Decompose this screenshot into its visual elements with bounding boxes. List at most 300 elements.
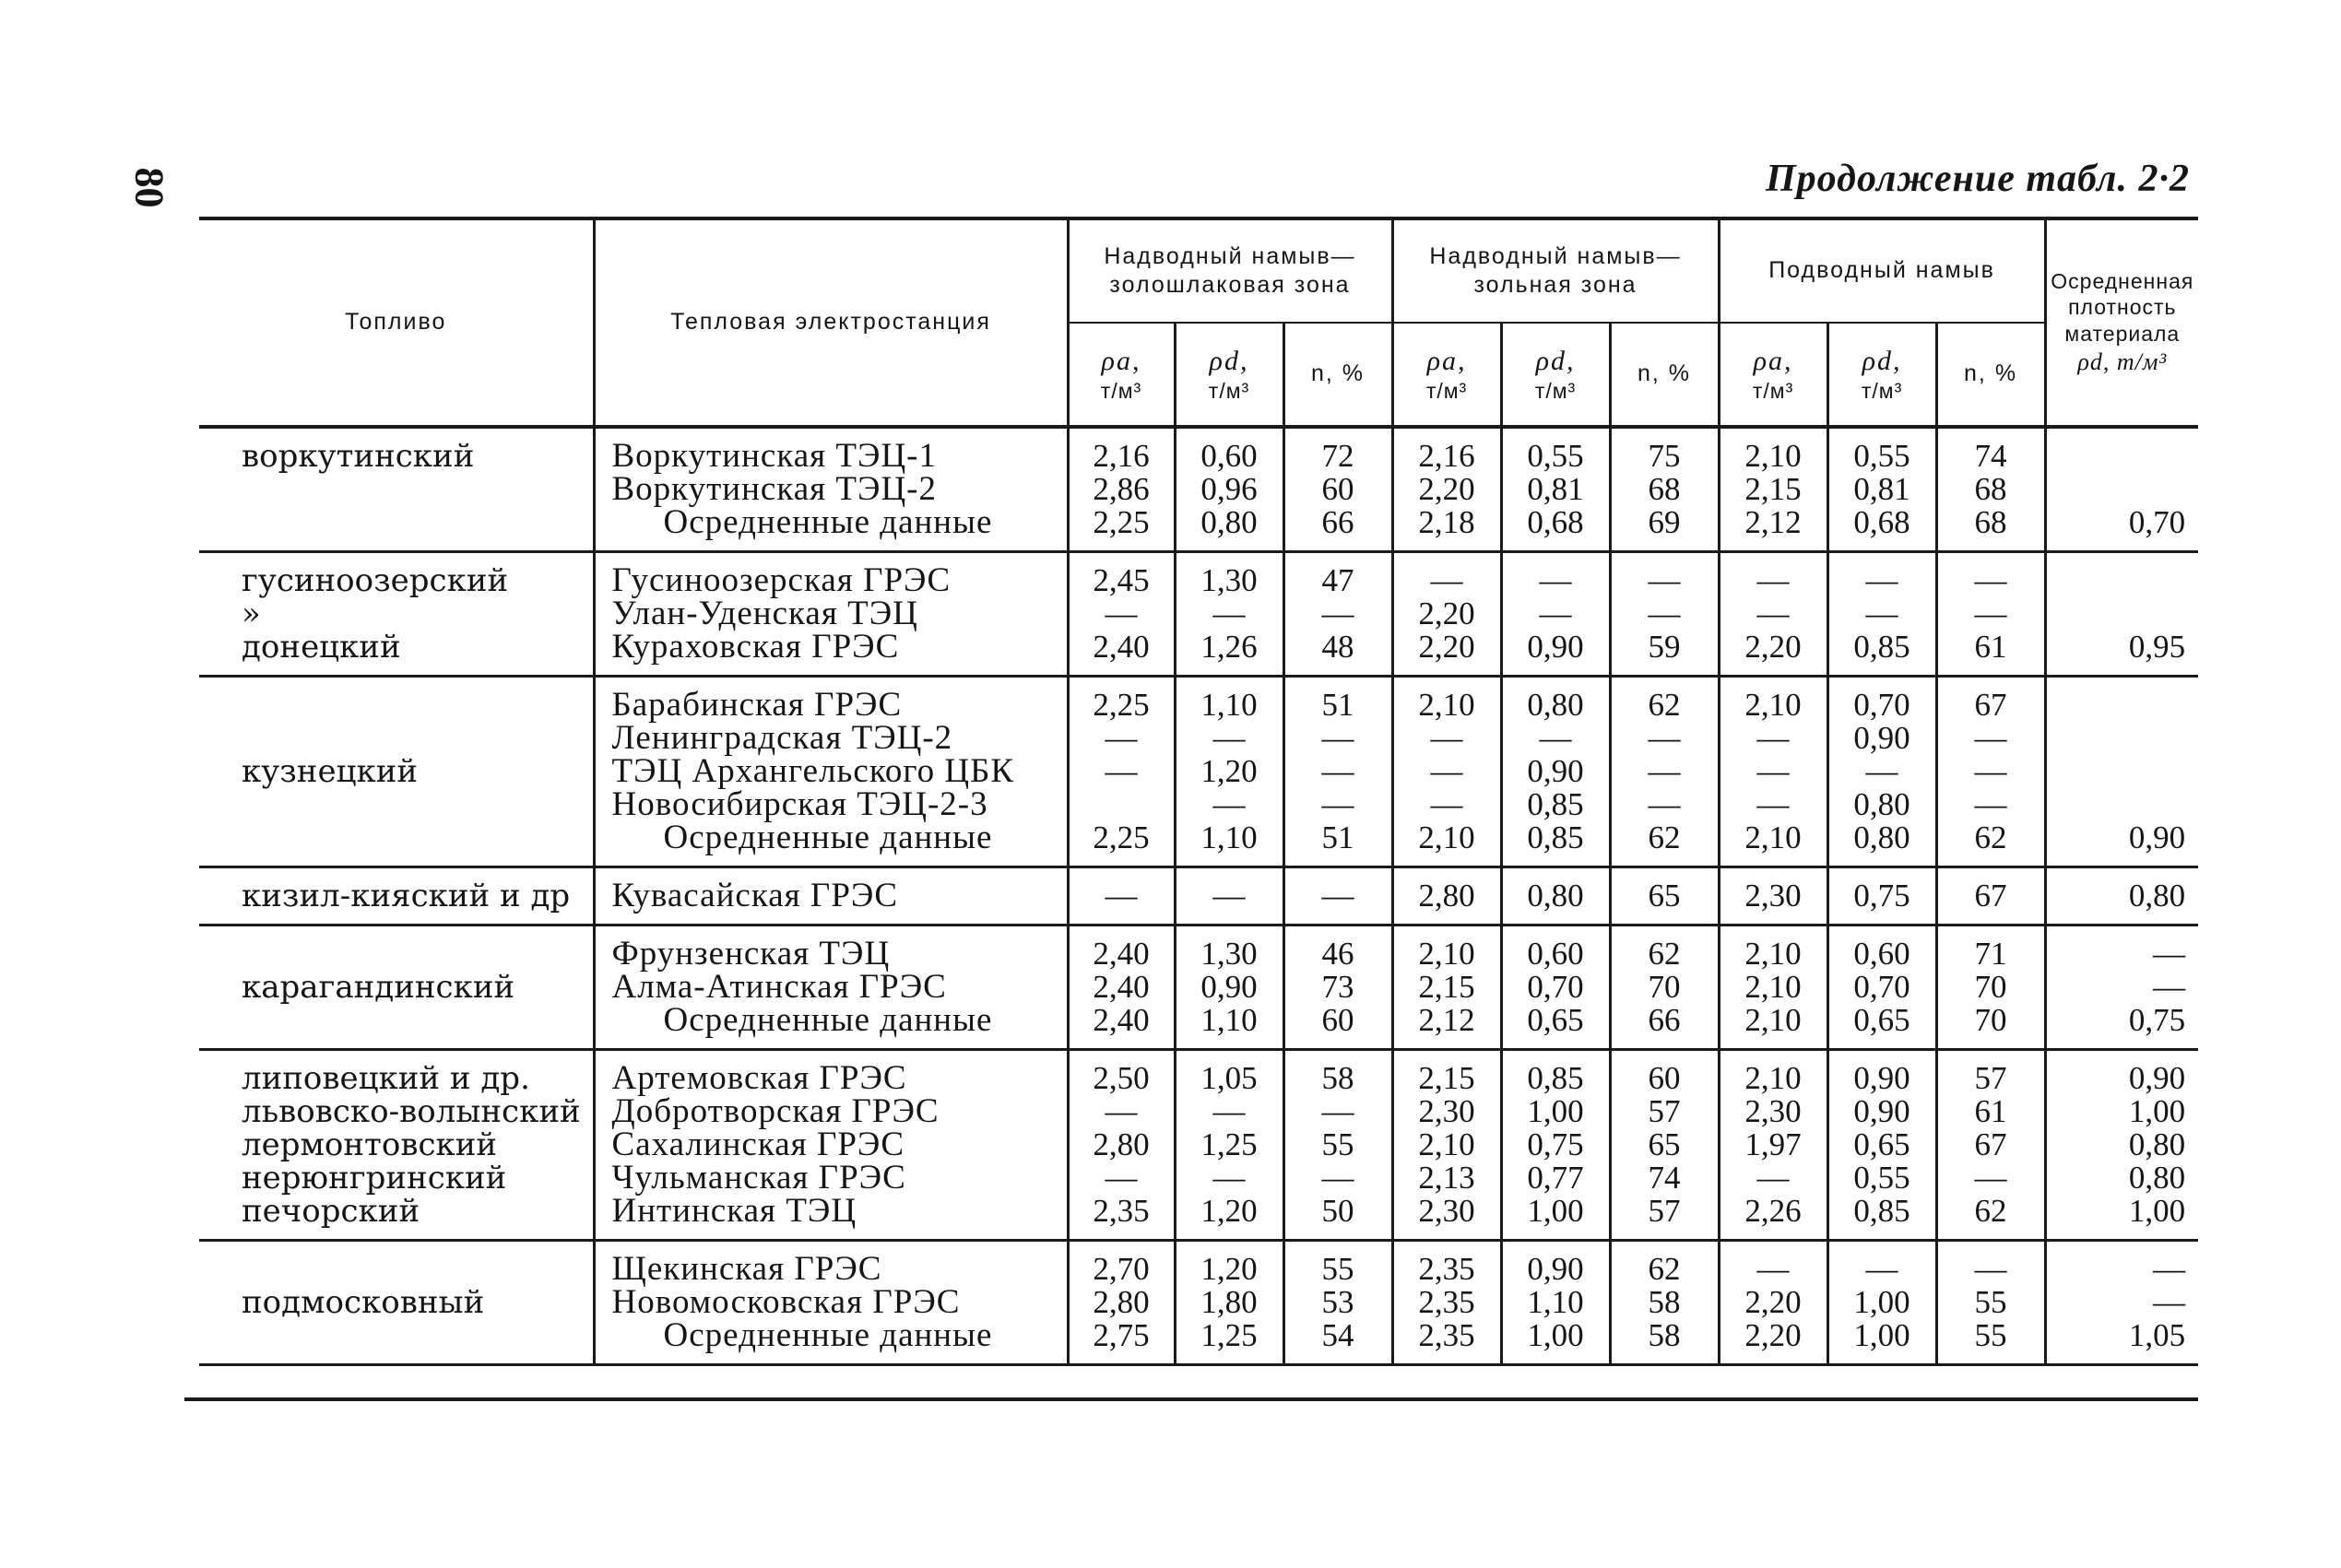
value-cell: 70 [1610,971,1719,1004]
value-cell: 1,30 [1175,925,1283,972]
value-cell: 2,10 [1719,1050,1827,1096]
value-cell: 2,13 [1392,1161,1501,1195]
fuel-cell [199,788,594,821]
value-cell: — [1827,552,1936,598]
station-name: Осредненные данные [663,1001,993,1039]
value-cell: 2,80 [1068,1286,1175,1319]
value-cell: 1,25 [1175,1128,1283,1161]
value-cell: — [1501,552,1610,598]
value-cell: — [1610,722,1719,755]
value-cell: 61 [1936,1095,2045,1128]
fuel-cell: кизил-кияский и др [199,867,594,925]
value-cell: 1,00 [1827,1286,1936,1319]
station-name: Воркутинская ТЭЦ-2 [611,470,937,508]
station-cell [594,1050,1068,1096]
average-density-cell: — [2045,1241,2198,1287]
value-cell: 65 [1610,867,1719,925]
value-cell: — [1719,1241,1827,1287]
value-cell: 0,65 [1501,1004,1610,1050]
value-cell: 2,35 [1392,1286,1501,1319]
value-cell: 51 [1283,677,1392,723]
value-cell: 61 [1936,631,2045,677]
header-average-density-label: Осредненная плотность материала [2051,268,2194,347]
value-cell: 74 [1936,427,2045,473]
fuel-cell: липовецкий и др. [242,1060,530,1097]
value-cell: 2,15 [1392,971,1501,1004]
value-cell: 73 [1283,971,1392,1004]
value-cell: — [1719,552,1827,598]
value-cell: 2,75 [1068,1319,1175,1365]
header-average-density-symbol: ρd, т/м³ [2077,348,2168,375]
value-cell: 60 [1283,1004,1392,1050]
value-cell: 2,12 [1392,1004,1501,1050]
value-cell: — [1719,1161,1827,1195]
table-row [199,677,2198,723]
value-cell: 1,10 [1175,1004,1283,1050]
value-cell: 62 [1610,1241,1719,1287]
value-cell: 1,20 [1175,755,1283,788]
value-cell: — [1068,755,1175,788]
value-cell: 1,30 [1175,552,1283,598]
value-cell: 58 [1610,1286,1719,1319]
value-cell: — [1175,597,1283,631]
value-cell: 0,75 [1827,867,1936,925]
station-name: Чульманская ГРЭС [611,1159,906,1197]
value-cell: 74 [1610,1161,1719,1195]
table-row [199,867,2198,925]
fuel-cell [199,1241,594,1287]
station-cell [594,968,1068,1006]
value-cell: 0,90 [1501,631,1610,677]
table-row [199,821,2198,867]
station-cell [594,821,1068,867]
value-cell: 2,25 [1068,506,1175,552]
value-cell: 0,80 [1827,788,1936,821]
fuel-cell: львовско-волынский [242,1093,581,1130]
value-cell: 0,90 [1501,755,1610,788]
value-cell: — [1283,1095,1392,1128]
table-row [199,631,2198,677]
value-cell: — [1501,722,1610,755]
value-cell: 1,00 [1501,1195,1610,1241]
station-cell [594,785,1068,823]
station-cell [594,427,1068,473]
value-cell: — [1283,788,1392,821]
value-cell: 62 [1610,677,1719,723]
value-cell: 2,10 [1719,1004,1827,1050]
value-cell: 0,90 [1827,1050,1936,1096]
fuel-cell [199,925,594,972]
value-cell: — [1283,1161,1392,1195]
value-cell: 2,10 [1719,427,1827,473]
row-group [199,867,2198,925]
station-cell [594,1283,1068,1321]
table-row [199,473,2198,506]
header-rho-d-2: ρd, т/м³ [1501,323,1610,427]
value-cell: 1,10 [1175,821,1283,867]
value-cell: 1,00 [1827,1319,1936,1365]
value-cell: — [1283,755,1392,788]
value-cell: 2,20 [1392,473,1501,506]
value-cell: — [1610,788,1719,821]
value-cell: — [1936,755,2045,788]
value-cell: 2,40 [1068,925,1175,972]
header-rho-a-1: ρa, т/м³ [1068,323,1175,427]
value-cell: 2,16 [1068,427,1175,473]
value-cell: — [1610,552,1719,598]
station-cell [594,1001,1068,1050]
station-name: Воркутинская ТЭЦ-1 [611,437,937,475]
average-density-cell: 0,80 [2045,867,2198,925]
value-cell: 2,20 [1719,1286,1827,1319]
value-cell: 67 [1936,677,2045,723]
value-cell: 47 [1283,552,1392,598]
fuel-cell: гусиноозерский [242,562,509,599]
header-group-ash-zone: Надводный намыв— зольная зона [1392,218,1719,323]
value-cell: 0,60 [1175,427,1283,473]
value-cell: 0,85 [1501,788,1610,821]
value-cell: 2,15 [1719,473,1827,506]
header-n-1: n, % [1283,323,1392,427]
value-cell: 0,77 [1501,1161,1610,1195]
station-name: Щекинская ГРЭС [611,1250,882,1288]
table-row [199,1128,2198,1161]
station-name: Фрунзенская ТЭЦ [611,935,891,973]
value-cell: 58 [1610,1319,1719,1365]
value-cell: 1,10 [1501,1286,1610,1319]
value-cell: 0,70 [1827,971,1936,1004]
value-cell: 1,20 [1175,1195,1283,1241]
value-cell: 1,26 [1175,631,1283,677]
value-cell: — [1719,788,1827,821]
value-cell: 2,10 [1392,1128,1501,1161]
value-cell: — [1936,1161,2045,1195]
table-row [199,1050,2198,1096]
value-cell: 66 [1283,506,1392,552]
header-group-slag-zone: Надводный намыв— золошлаковая зона [1068,218,1392,323]
value-cell: 0,65 [1827,1004,1936,1050]
value-cell: 2,40 [1068,1004,1175,1050]
header-n-2: n, % [1610,323,1719,427]
header-average-density [2045,218,2198,427]
fuel-cell [199,821,594,867]
table-row [199,1095,2198,1128]
table-row [199,506,2198,552]
value-cell: 1,20 [1175,1241,1283,1287]
table-row [199,1195,2198,1241]
station-name: Осредненные данные [663,503,993,541]
value-cell: 0,85 [1827,1195,1936,1241]
header-fuel: Топливо [199,218,594,427]
row-group [199,1241,2198,1365]
value-cell: 2,50 [1068,1050,1175,1096]
header-rho-a-2: ρa, т/м³ [1392,323,1501,427]
value-cell: 55 [1283,1128,1392,1161]
station-name: Улан-Уденская ТЭЦ [611,595,918,632]
station-name: Добротворская ГРЭС [611,1092,940,1130]
value-cell: 0,70 [1827,677,1936,723]
value-cell: 0,80 [1501,867,1610,925]
value-cell: — [1501,597,1610,631]
value-cell: 1,00 [1501,1319,1610,1365]
value-cell: 2,70 [1068,1241,1175,1287]
value-cell: 0,55 [1501,427,1610,473]
value-cell: 0,90 [1501,1241,1610,1287]
value-cell: 2,45 [1068,552,1175,598]
value-cell: — [1068,867,1175,925]
average-density-cell: — [2045,1286,2198,1319]
value-cell: 0,68 [1827,506,1936,552]
value-cell: — [1392,755,1501,788]
station-cell [594,503,1068,552]
average-density-cell [2045,677,2198,723]
value-cell: — [1719,755,1827,788]
average-density-cell [2045,473,2198,506]
value-cell: — [1175,867,1283,925]
table-row [199,925,2198,972]
value-cell: 0,55 [1827,1161,1936,1195]
value-cell: 2,30 [1392,1095,1501,1128]
value-cell: 2,10 [1392,925,1501,972]
average-density-cell: 0,90 [2045,821,2198,867]
station-cell [594,597,1068,631]
station-cell [594,1161,1068,1195]
value-cell: 68 [1936,473,2045,506]
station-cell [594,1316,1068,1365]
fuel-cell: лермонтовский [242,1126,498,1163]
value-cell: 65 [1610,1128,1719,1161]
table-row [199,1004,2198,1050]
value-cell: 0,85 [1501,1050,1610,1096]
value-cell [1068,788,1175,821]
value-cell: — [1827,755,1936,788]
value-cell: 55 [1936,1319,2045,1365]
value-cell: 0,85 [1501,821,1610,867]
fuel-cell [199,722,594,755]
value-cell: — [1936,1241,2045,1287]
value-cell: 2,30 [1719,867,1827,925]
value-cell: 2,16 [1392,427,1501,473]
value-cell: — [1175,722,1283,755]
value-cell: 0,96 [1175,473,1283,506]
value-cell: — [1068,722,1175,755]
header-rho-d-3: ρd, т/м³ [1827,323,1936,427]
value-cell: 48 [1283,631,1392,677]
value-cell: — [1175,788,1283,821]
table-row [199,722,2198,755]
table-row [199,427,2198,473]
station-cell [594,719,1068,757]
value-cell: 0,90 [1827,1095,1936,1128]
value-cell: — [1936,788,2045,821]
value-cell: — [1610,755,1719,788]
average-density-cell: 1,05 [2045,1319,2198,1365]
value-cell: — [1392,552,1501,598]
station-name: Новомосковская ГРЭС [611,1283,961,1321]
average-density-cell: 0,95 [2045,631,2198,677]
station-cell [594,552,1068,598]
value-cell: 2,20 [1392,597,1501,631]
data-table [199,217,2198,1366]
value-cell: 1,05 [1175,1050,1283,1096]
value-cell: — [1068,1095,1175,1128]
station-name: Осредненные данные [663,1316,993,1354]
average-density-cell: — [2045,925,2198,972]
station-cell [594,867,1068,925]
average-density-cell: — [2045,971,2198,1004]
fuel-cell [199,1319,594,1365]
value-cell: 71 [1936,925,2045,972]
value-cell: 67 [1936,1128,2045,1161]
station-cell [594,1092,1068,1130]
value-cell: 1,00 [1501,1095,1610,1128]
value-cell: 55 [1283,1241,1392,1287]
value-cell: 62 [1936,821,2045,867]
value-cell: — [1175,1161,1283,1195]
fuel-cell [199,506,594,552]
value-cell: 0,68 [1501,506,1610,552]
row-group [199,552,2198,677]
average-density-cell [2045,722,2198,755]
value-cell: 2,26 [1719,1195,1827,1241]
value-cell: — [1283,597,1392,631]
station-cell [594,925,1068,972]
header-station: Тепловая электростанция [594,218,1068,427]
fuel-cell: печорский [199,1195,594,1241]
fuel-cell [199,473,594,506]
value-cell: — [1719,722,1827,755]
value-cell: — [1827,597,1936,631]
station-name: ТЭЦ Архангельского ЦБК [611,752,1015,790]
value-cell: 0,60 [1827,925,1936,972]
fuel-cell: кузнецкий [242,753,419,790]
value-cell: — [1068,1161,1175,1195]
value-cell: 60 [1283,473,1392,506]
average-density-cell [2045,755,2198,788]
value-cell: 58 [1283,1050,1392,1096]
station-name: Гусиноозерская ГРЭС [611,561,952,599]
station-name: Барабинская ГРЭС [611,686,903,724]
table-row [199,971,2198,1004]
value-cell: 67 [1936,867,2045,925]
table-row [199,597,2198,631]
value-cell: 2,10 [1719,925,1827,972]
station-name: Кураховская ГРЭС [611,628,900,666]
value-cell: 2,20 [1719,631,1827,677]
value-cell: 0,90 [1827,722,1936,755]
average-density-cell: 0,80 [2045,1161,2198,1195]
value-cell: 2,30 [1719,1095,1827,1128]
value-cell: — [1392,788,1501,821]
value-cell: 66 [1610,1004,1719,1050]
value-cell: 68 [1610,473,1719,506]
value-cell: 2,25 [1068,677,1175,723]
value-cell: 1,97 [1719,1128,1827,1161]
fuel-cell: карагандинский [242,969,515,1006]
value-cell: 2,40 [1068,971,1175,1004]
value-cell: 57 [1610,1195,1719,1241]
value-cell: 46 [1283,925,1392,972]
value-cell: 72 [1283,427,1392,473]
value-cell: — [1936,597,2045,631]
value-cell: 62 [1936,1195,2045,1241]
value-cell: 62 [1610,925,1719,972]
page-number: 80 [126,167,172,208]
value-cell: — [1719,597,1827,631]
value-cell: 70 [1936,971,2045,1004]
station-name: Ленинградская ТЭЦ-2 [611,719,953,757]
table-row [199,1241,2198,1287]
station-name: Сахалинская ГРЭС [611,1126,905,1163]
value-cell: 0,75 [1501,1128,1610,1161]
value-cell: 0,55 [1827,427,1936,473]
value-cell: — [1283,722,1392,755]
fuel-cell: » [242,595,261,632]
station-name: Алма-Атинская ГРЭС [611,968,947,1006]
value-cell: 2,80 [1392,867,1501,925]
station-cell [594,1128,1068,1161]
value-cell: 62 [1610,821,1719,867]
value-cell: — [1610,597,1719,631]
value-cell: 69 [1610,506,1719,552]
station-cell [594,752,1068,790]
average-density-cell [2045,427,2198,473]
table-row [199,552,2198,598]
value-cell: — [1392,722,1501,755]
fuel-cell [199,677,594,723]
value-cell: 54 [1283,1319,1392,1365]
average-density-cell: 0,75 [2045,1004,2198,1050]
value-cell: 2,35 [1392,1319,1501,1365]
value-cell: 2,10 [1392,821,1501,867]
average-density-cell: 0,80 [2045,1128,2198,1161]
value-cell: 70 [1936,1004,2045,1050]
value-cell: 0,70 [1501,971,1610,1004]
value-cell: 53 [1283,1286,1392,1319]
value-cell: 60 [1610,1050,1719,1096]
value-cell: 0,81 [1827,473,1936,506]
average-density-cell [2045,597,2198,631]
table-caption: Продолжение табл. 2·2 [1766,158,2190,200]
value-cell: 2,10 [1719,821,1827,867]
table-row [199,1319,2198,1365]
station-cell [594,470,1068,508]
station-cell [594,1192,1068,1241]
fuel-cell: воркутинский [242,438,475,475]
value-cell: 2,12 [1719,506,1827,552]
value-cell: 2,20 [1719,1319,1827,1365]
value-cell: 0,85 [1827,631,1936,677]
header-rho-d-1: ρd, т/м³ [1175,323,1283,427]
average-density-cell [2045,788,2198,821]
fuel-cell: донецкий [199,631,594,677]
station-name: Новосибирская ТЭЦ-2-3 [611,785,988,823]
fuel-cell: подмосковный [242,1284,485,1321]
row-group [199,677,2198,867]
row-group [199,1050,2198,1241]
value-cell: 75 [1610,427,1719,473]
value-cell: 2,35 [1392,1241,1501,1287]
value-cell: 57 [1936,1050,2045,1096]
station-name: Кувасайская ГРЭС [611,877,899,914]
station-cell [594,1241,1068,1287]
value-cell: 2,25 [1068,821,1175,867]
header-group-underwater: Подводный намыв [1719,218,2045,323]
station-name: Осредненные данные [663,819,993,856]
row-group [199,925,2198,1050]
value-cell: 0,80 [1827,821,1936,867]
value-cell: 0,80 [1501,677,1610,723]
